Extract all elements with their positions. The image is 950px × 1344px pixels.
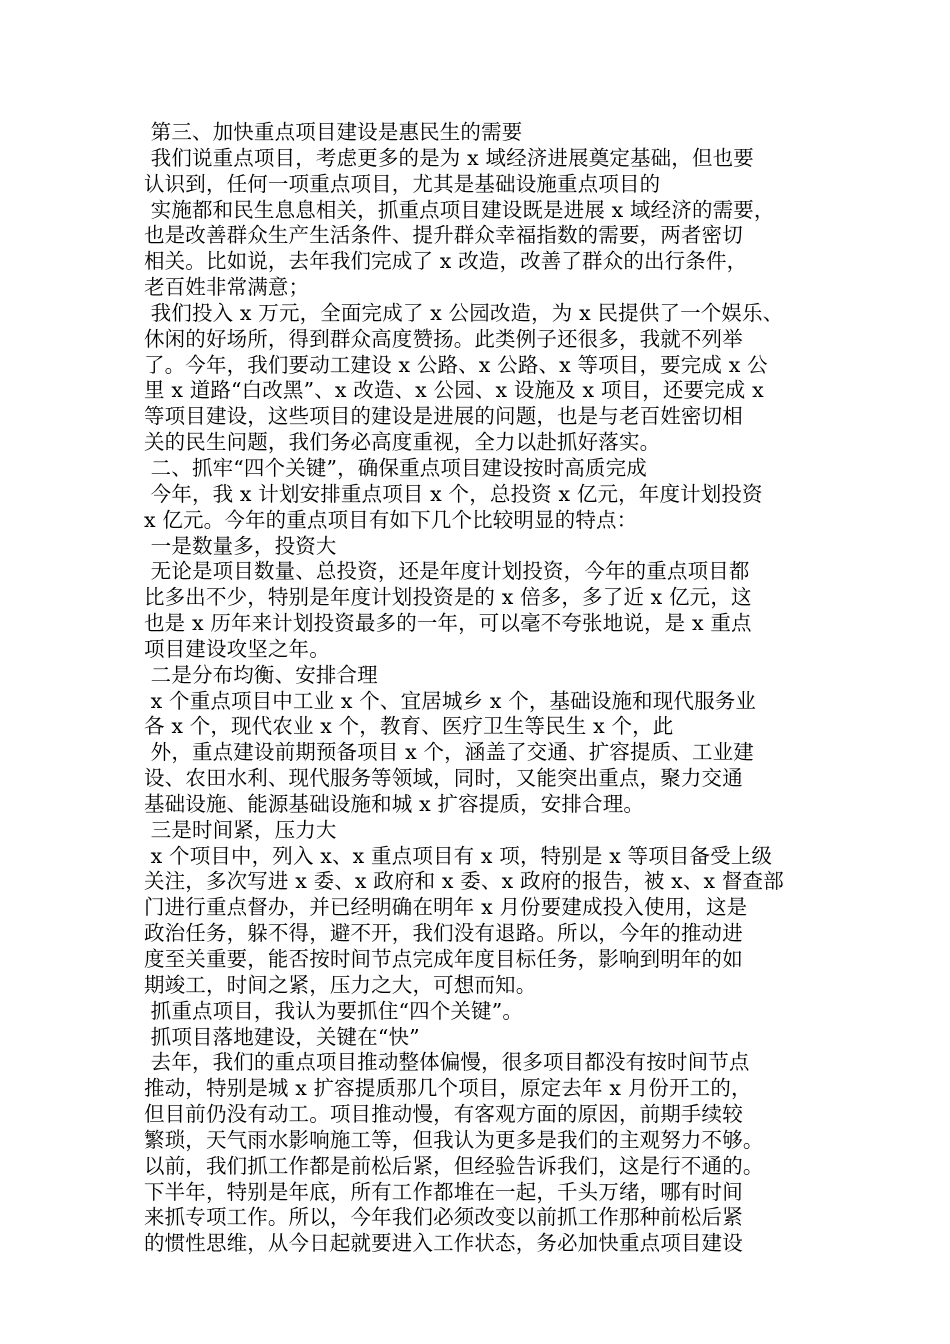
text-line: 期竣工，时间之紧，压力之大，可想而知。: [144, 972, 537, 997]
text-line: x 个重点项目中工业 x 个、宜居城乡 x 个，基础设施和现代服务业: [144, 688, 757, 713]
text-line: x 亿元。今年的重点项目有如下几个比较明显的特点：: [144, 507, 638, 532]
text-line: 去年，我们的重点项目推动整体偏慢，很多项目都没有按时间节点: [144, 1050, 750, 1075]
text-line: 也是改善群众生产生活条件、提升群众幸福指数的需要，两者密切: [144, 223, 743, 248]
text-line: 了。今年，我们要动工建设 x 公路、x 公路、x 等项目，要完成 x 公: [144, 352, 768, 377]
text-line: 今年，我 x 计划安排重点项目 x 个，总投资 x 亿元，年度计划投资: [144, 481, 763, 506]
text-line: 实施都和民生息息相关，抓重点项目建设既是进展 x 域经济的需要，: [144, 197, 775, 222]
text-line: 设、农田水利、现代服务等领域，同时，又能突出重点，聚力交通: [144, 766, 743, 791]
text-line: 二、抓牢“四个关键”，确保重点项目建设按时高质完成: [144, 455, 647, 480]
document-body: [144, 120, 816, 1257]
text-line: 相关。比如说，去年我们完成了 x 改造，改善了群众的出行条件，: [144, 249, 748, 274]
text-line: 项目建设攻坚之年。: [144, 636, 330, 661]
text-line: 我们投入 x 万元，全面完成了 x 公园改造，为 x 民提供了一个娱乐、: [144, 300, 784, 325]
text-line: 各 x 个，现代农业 x 个，教育、医疗卫生等民生 x 个，此: [144, 714, 674, 739]
text-line: 以前，我们抓工作都是前松后紧，但经验告诉我们，这是行不通的。: [144, 1153, 764, 1178]
text-line: 基础设施、能源基础设施和城 x 扩容提质，安排合理。: [144, 791, 644, 816]
text-line: 下半年，特别是年底，所有工作都堆在一起，千头万绪，哪有时间: [144, 1179, 743, 1204]
text-line: 度至关重要，能否按时间节点完成年度目标任务，影响到明年的如: [144, 947, 743, 971]
text-line: 政治任务，躲不得，避不开，我们没有退路。所以，今年的推动进: [144, 921, 743, 946]
text-line: 等项目建设，这些项目的建设是进展的问题，也是与老百姓密切相: [144, 404, 743, 429]
text-line: 老百姓非常满意；: [144, 275, 310, 300]
text-line: 休闲的好场所，得到群众高度赞扬。此类例子还很多，我就不列举: [144, 326, 743, 351]
text-line: 推动，特别是城 x 扩容提质那几个项目，原定去年 x 月份开工的，: [144, 1076, 752, 1101]
text-line: 但目前仍没有动工。项目推动慢，有客观方面的原因，前期手续较: [144, 1102, 743, 1127]
text-line: 里 x 道路“白改黑”、x 改造、x 公园、x 设施及 x 项目，还要完成 x: [144, 378, 764, 403]
text-line: 比多出不少，特别是年度计划投资是的 x 倍多，多了近 x 亿元，这: [144, 585, 752, 610]
text-line: 认识到，任何一项重点项目，尤其是基础设施重点项目的: [144, 171, 661, 196]
text-line: 关的民生问题，我们务必高度重视，全力以赴抓好落实。: [144, 430, 661, 455]
text-line: 抓项目落地建设，关键在“快”: [144, 1024, 420, 1049]
text-line: 二是分布均衡、安排合理: [144, 662, 378, 687]
text-line: 第三、加快重点项目建设是惠民生的需要: [144, 120, 523, 144]
text-line: 外，重点建设前期预备项目 x 个，涵盖了交通、扩容提质、工业建: [144, 740, 754, 765]
text-line: 繁琐，天气雨水影响施工等，但我认为更多是我们的主观努力不够。: [144, 1127, 764, 1152]
text-line: 关注，多次写进 x 委、x 政府和 x 委、x 政府的报告，被 x、x 督查部: [144, 869, 784, 894]
text-line: 我们说重点项目，考虑更多的是为 x 域经济进展奠定基础，但也要: [144, 145, 754, 170]
text-line: 一是数量多，投资大: [144, 533, 337, 558]
text-line: x 个项目中，列入 x、x 重点项目有 x 项，特别是 x 等项目备受上级: [144, 843, 773, 868]
text-line: 抓重点项目，我认为要抓住“四个关键”。: [144, 998, 523, 1023]
text-line: 三是时间紧，压力大: [144, 817, 337, 842]
text-line: 无论是项目数量、总投资，还是年度计划投资，今年的重点项目都: [144, 559, 750, 584]
text-line: 的惯性思维，从今日起就要进入工作状态，务必加快重点项目建设: [144, 1231, 743, 1256]
text-line: 也是 x 历年来计划投资最多的一年，可以毫不夸张地说，是 x 重点: [144, 611, 752, 636]
text-line: 门进行重点督办，并已经明确在明年 x 月份要建成投入使用，这是: [144, 895, 748, 920]
text-line: 来抓专项工作。所以，今年我们必须改变以前抓工作那种前松后紧: [144, 1205, 743, 1230]
